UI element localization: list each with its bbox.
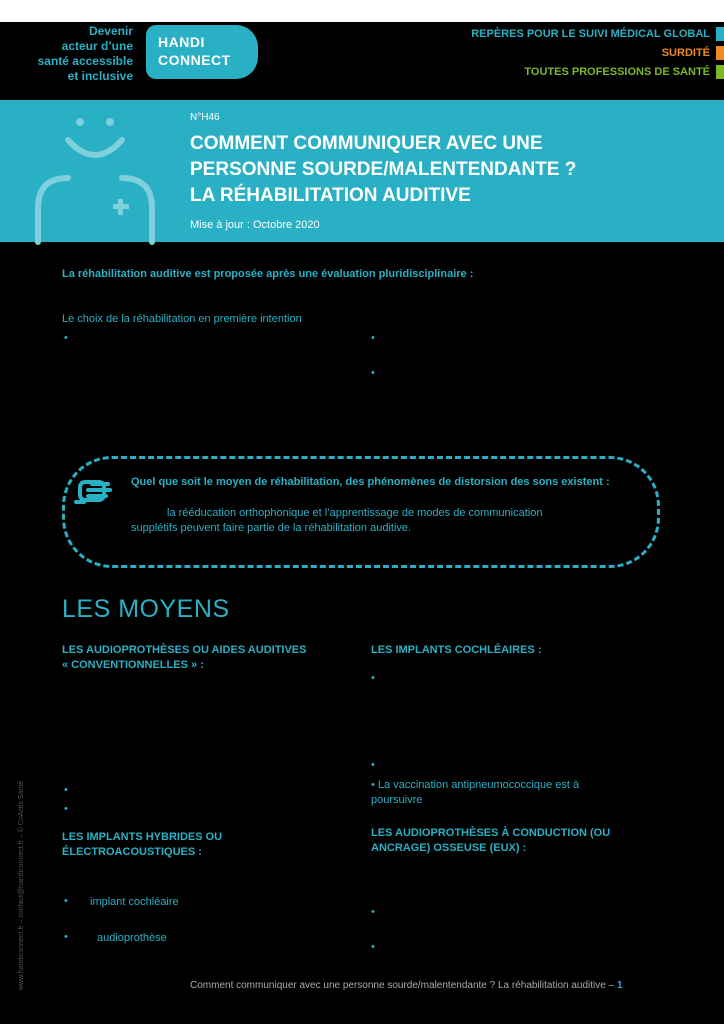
- hand-icon: [74, 472, 118, 510]
- page-title: [190, 131, 670, 209]
- tagline-line: Devenir: [88, 24, 133, 38]
- cochlear-implants-heading: LES IMPLANTS COCHLÉAIRES :: [371, 644, 542, 656]
- hybrid-implants-heading: [62, 830, 222, 860]
- category-tags: [471, 25, 710, 82]
- tagline-line: et inclusive: [67, 69, 133, 83]
- footer-text: Comment communiquer avec une personne sourde/malentendante ? La réhabilitation auditive –: [190, 980, 615, 991]
- bullet: •: [371, 906, 375, 918]
- footer: [190, 980, 623, 991]
- bullet: •: [64, 784, 68, 796]
- tag-suivi: REPÈRES POUR LE SUIVI MÉDICAL GLOBAL: [471, 28, 710, 40]
- title-line: LA RÉHABILITATION AUDITIVE: [190, 185, 471, 206]
- audioprostheses-heading: [62, 643, 306, 673]
- callout-line1: Quel que soit le moyen de réhabilitation, des phénomènes de distorsion des sons existent :: [131, 476, 610, 488]
- bone-conduction-heading: [371, 826, 610, 856]
- heading-line: LES IMPLANTS HYBRIDES OU: [62, 831, 223, 843]
- vaccination-text: [371, 778, 579, 808]
- tagline-line: acteur d’une: [61, 39, 133, 53]
- logo-line: HANDI: [158, 34, 205, 50]
- handiconnect-logo: [146, 25, 258, 79]
- heading-line: « CONVENTIONNELLES » :: [62, 659, 204, 671]
- choice-text: Le choix de la réhabilitation en première intention: [62, 313, 302, 325]
- heading-line: LES AUDIOPROTHÈSES À CONDUCTION (OU: [371, 827, 611, 839]
- tag-bar-green: [716, 65, 724, 79]
- page-number: 1: [616, 980, 623, 991]
- bullet: •: [64, 332, 68, 344]
- side-credit: www.handiconnect.fr – contact@handiconnect.fr – © CoActis Santé: [18, 780, 25, 990]
- bullet: •: [371, 941, 375, 953]
- bullet: •: [64, 803, 68, 815]
- tag-bar-blue: [716, 27, 724, 41]
- hybrid-item: audioprothèse: [97, 932, 167, 944]
- tag-professions: TOUTES PROFESSIONS DE SANTÉ: [524, 66, 710, 78]
- title-line: PERSONNE SOURDE/MALENTENDANTE ?: [190, 159, 577, 180]
- section-title: LES MOYENS: [62, 595, 230, 623]
- tagline: [18, 24, 133, 84]
- title-line: COMMENT COMMUNIQUER AVEC UNE: [190, 133, 543, 154]
- bullet: •: [371, 367, 375, 379]
- callout-line2: la rééducation orthophonique et l’apprentissage de modes de communication: [167, 507, 543, 519]
- heading-line: ÉLECTROACOUSTIQUES :: [62, 846, 202, 858]
- bullet: •: [64, 931, 68, 943]
- update-date: Mise à jour : Octobre 2020: [190, 219, 320, 231]
- bullet: •: [371, 332, 375, 344]
- tagline-line: santé accessible: [37, 54, 133, 68]
- bullet: •: [64, 895, 68, 907]
- vaccination-line: poursuivre: [371, 794, 423, 806]
- vaccination-line: • La vaccination antipneumococcique est à: [371, 779, 580, 791]
- mascot-icon: [28, 108, 162, 248]
- heading-line: LES AUDIOPROTHÈSES OU AIDES AUDITIVES: [62, 644, 307, 656]
- heading-line: ANCRAGE) OSSEUSE (EUX) :: [371, 842, 527, 854]
- logo-line: CONNECT: [158, 52, 231, 68]
- hybrid-item: implant cochléaire: [90, 896, 179, 908]
- bullet: •: [371, 672, 375, 684]
- tag-surdite: SURDITÉ: [661, 47, 710, 59]
- tag-bar-orange: [716, 46, 724, 60]
- bullet: •: [371, 759, 375, 771]
- top-strip: [0, 0, 724, 22]
- intro-text: La réhabilitation auditive est proposée après une évaluation pluridisciplinaire :: [62, 268, 474, 280]
- sheet-number: N°H46: [190, 112, 220, 123]
- callout-line3: supplétifs peuvent faire partie de la réhabilitation auditive.: [131, 522, 412, 534]
